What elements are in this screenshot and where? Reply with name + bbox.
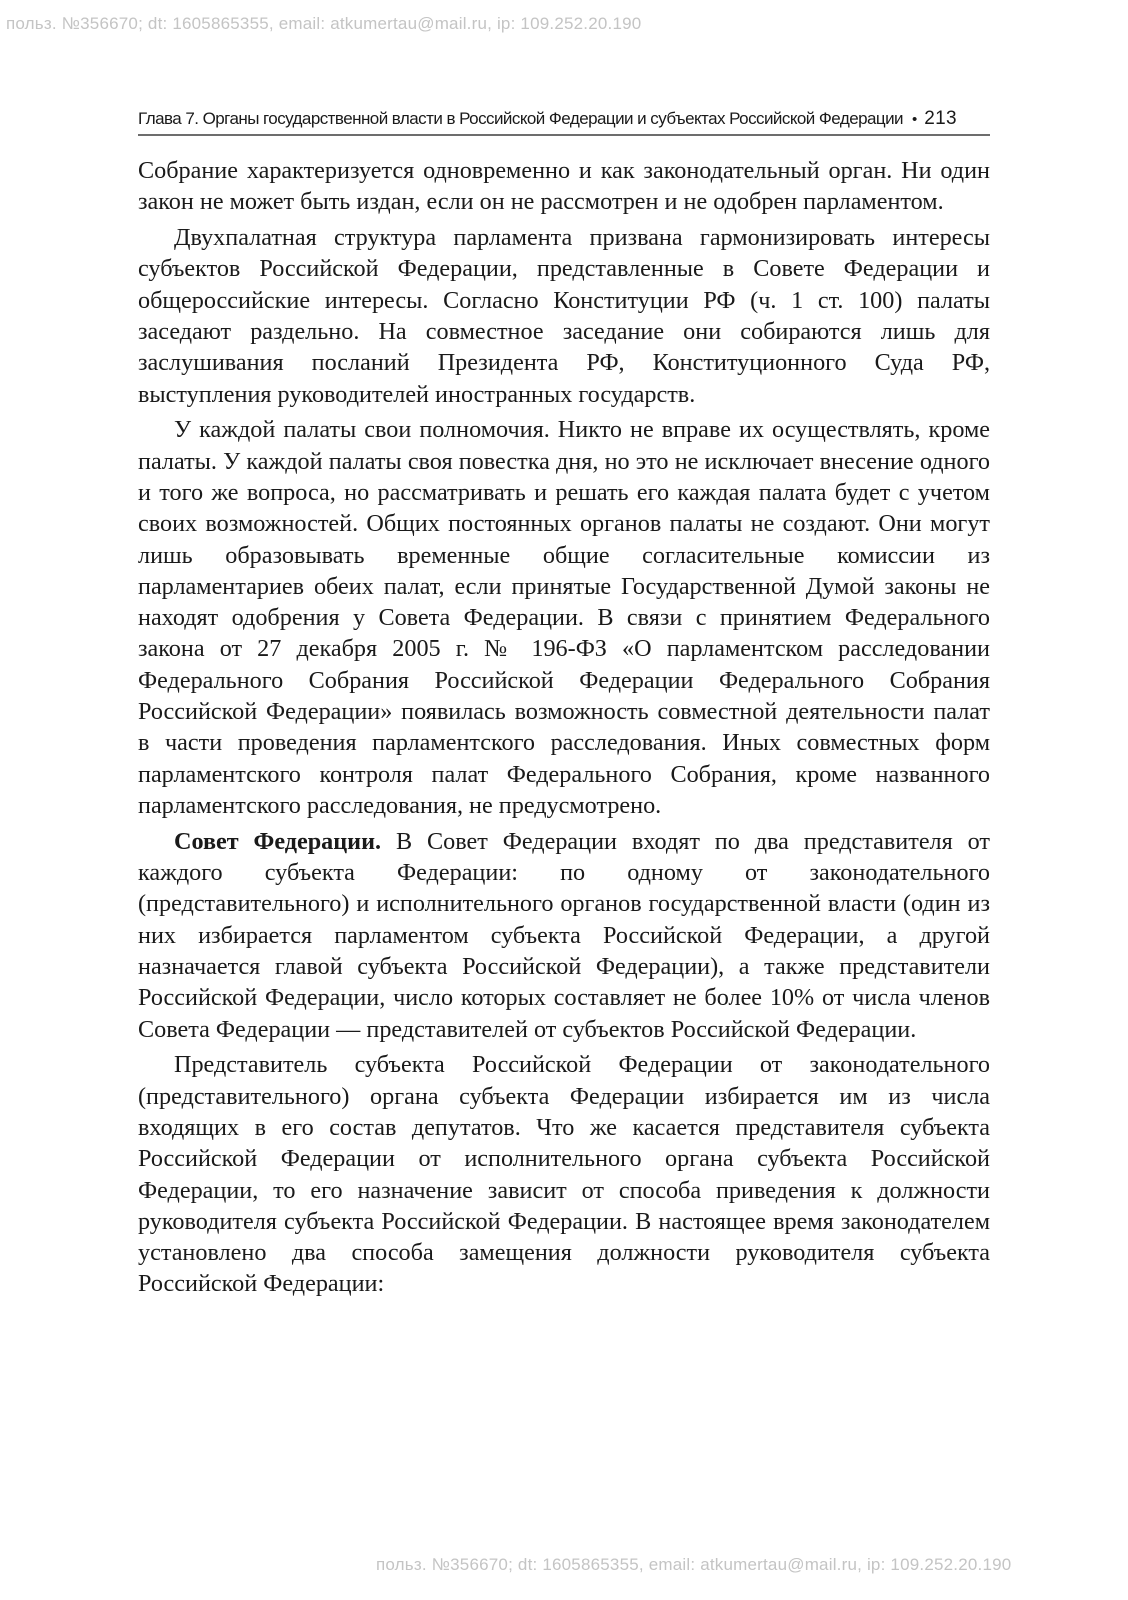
paragraph-3: У каждой палаты свои полномочия. Никто не вправе их осуществлять, кроме палаты. У каждой палаты своя повестка дня, но это не исключает внесение одного и того же вопроса, но рассматривать и решать его каждая палата будет с учетом своих возможностей. Общих постоянных органов палаты не создают. Они могут лишь образовывать временные общие согласительные комиссии из парламентариев обеих палат, если принятые Государственной Думой законы не находят одобрения у Совета Федерации. В связи с принятием Федерального закона от 27 декабря 2005 г. № 196-ФЗ «О парламентском расследовании Федерального Собрания Российской Федерации Федерального Собрания Российской Федерации» появилась возможность совместной деятельности палат в части проведения парламентского расследования. Иных совместных форм парламентского контроля палат Федерального Собрания, кроме названного парламентского расследования, не предусмотрено. [138,416,990,819]
running-head [138,104,990,136]
paragraph-5: Представитель субъекта Российской Федерации от законодательного (представительного) органа субъекта Федерации избирается им из числа входящих в его состав депутатов. Что же касается представителя субъекта Российской Федерации от исполнительного органа субъекта Российской Федерации, то его назначение зависит от способа приведения к должности руководителя субъекта Российской Федерации. В настоящее время законодателем установлено два способа замещения должности руководителя субъекта Российской Федерации: [138,1051,990,1298]
paragraph-2: Двухпалатная структура парламента призвана гармонизировать интересы субъектов Российской Федерации, представленные в Совете Федерации и общероссийские интересы. Согласно Конституции РФ (ч. 1 ст. 100) палаты заседают раздельно. На совместное заседание они собираются лишь для заслушивания посланий Президента РФ, Конституционного Суда РФ, выступления руководителей иностранных государств. [138,224,990,408]
paragraph-1: Собрание характеризуется одновременно и как законодательный орган. Ни один закон не может быть издан, если он не рассмотрен и не одобрен парламентом. [138,157,990,216]
watermark-top: польз. №356670; dt: 1605865355, email: atkumertau@mail.ru, ip: 109.252.20.190 [6,14,642,33]
chapter-title: Глава 7. Органы государственной власти в Российской Федерации и субъектах Российской Федерации [138,109,903,128]
page-body [138,155,990,1304]
paragraph-4-text: В Совет Федерации входят по два представителя от каждого субъекта Федерации: по одному от законодательного (представительного) и исполнительного органов государственной власти (один из них избирается парламентом субъекта Российской Федерации, а другой назначается главой субъекта Российской Федерации), а также представители Российской Федерации, число которых составляет не более 10% от числа членов Совета Федерации — представителей от субъектов Российской Федерации. [138,827,990,1043]
paragraph-4 [138,826,990,1045]
bullet-separator: • [912,110,918,128]
section-heading-federation-council: Совет Федерации. [174,827,382,855]
page-number: 213 [924,108,957,129]
watermark-bottom: польз. №356670; dt: 1605865355, email: atkumertau@mail.ru, ip: 109.252.20.190 [376,1555,1012,1574]
